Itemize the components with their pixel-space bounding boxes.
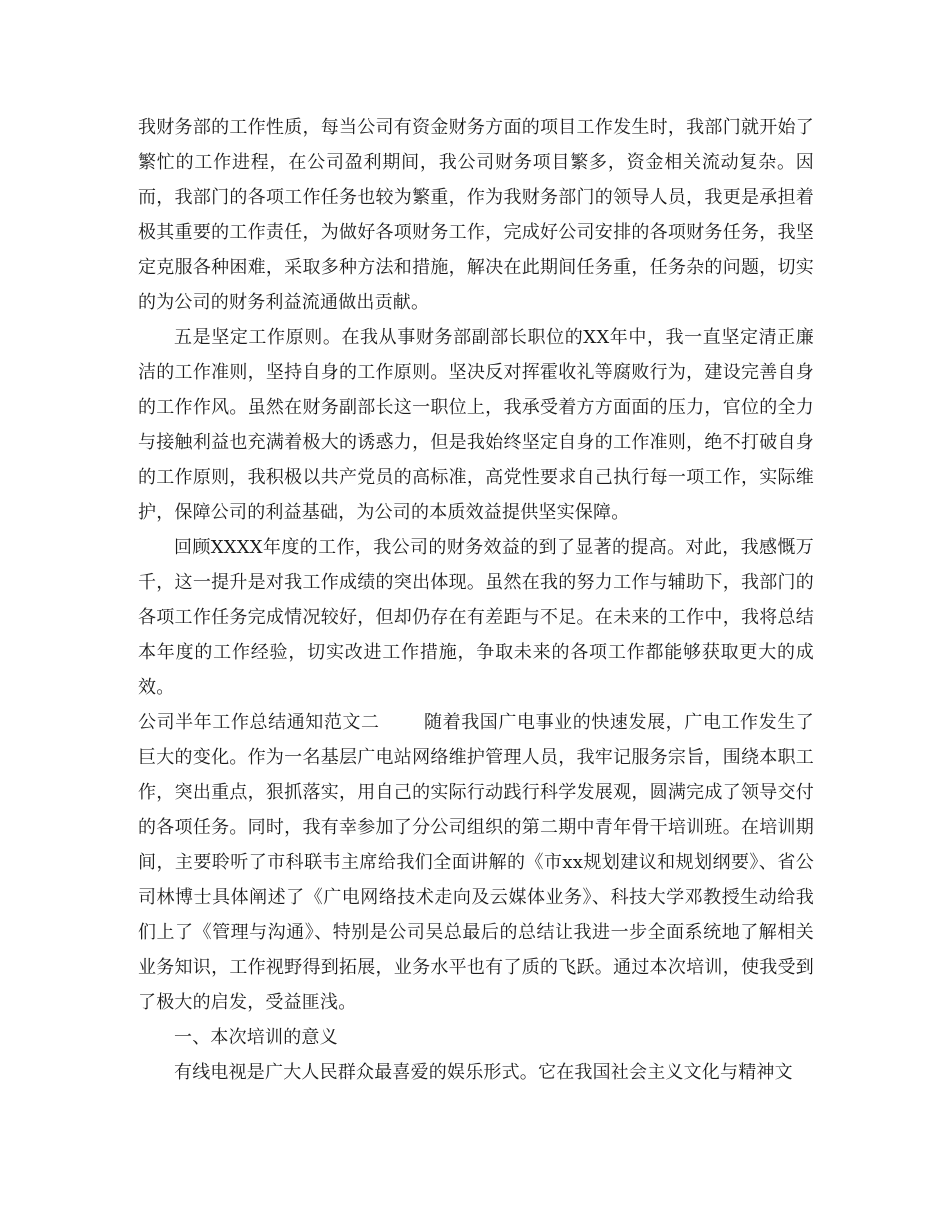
document-body xyxy=(138,110,814,1090)
paragraph-section-two xyxy=(138,705,814,1020)
paragraph-finance-work-nature: 我财务部的工作性质，每当公司有资金财务方面的项目工作发生时，我部门就开始了繁忙的工作进程，在公司盈利期间，我公司财务项目繁多，资金相关流动复杂。因而，我部门的各项工作任务也较为繁重，作为我财务部门的领导人员，我更是承担着极其重要的工作责任，为做好各项财务工作，完成好公司安排的各项财务任务，我坚定克服各种困难，采取多种方法和措施，解决在此期间任务重，任务杂的问题，切实的为公司的财务利益流通做出贡献。 xyxy=(138,117,814,313)
paragraph-cable-tv: 有线电视是广大人民群众最喜爱的娱乐形式。它在我国社会主义文化与精神文 xyxy=(174,1062,793,1083)
section-title: 公司半年工作总结通知范文二 xyxy=(138,712,380,733)
subheading-training-significance: 一、本次培训的意义 xyxy=(174,1027,338,1048)
paragraph-annual-review: 回顾XXXX年度的工作，我公司的财务效益的到了显著的提高。对此，我感慨万千，这一提升是对我工作成绩的突出体现。虽然在我的努力工作与辅助下，我部门的各项工作任务完成情况较好，但却仍存在有差距与不足。在未来的工作中，我将总结本年度的工作经验，切实改进工作措施，争取未来的各项工作都能够获取更大的成效。 xyxy=(138,537,814,698)
paragraph-work-principles: 五是坚定工作原则。在我从事财务部副部长职位的XX年中，我一直坚定清正廉洁的工作准则，坚持自身的工作原则。坚决反对挥霍收礼等腐败行为，建设完善自身的工作作风。虽然在财务副部长这一职位上，我承受着方方面面的压力，官位的全力与接触利益也充满着极大的诱惑力，但是我始终坚定自身的工作准则，绝不打破自身的工作原则，我积极以共产党员的高标准，高党性要求自己执行每一项工作，实际维护，保障公司的利益基础，为公司的本质效益提供坚实保障。 xyxy=(138,327,814,523)
section-two-body: 随着我国广电事业的快速发展，广电工作发生了巨大的变化。作为一名基层广电站网络维护管理人员，我牢记服务宗旨，围绕本职工作，突出重点，狠抓落实，用自己的实际行动践行科学发展观，圆满完成了领导交付的各项任务。同时，我有幸参加了分公司组织的第二期中青年骨干培训班。在培训期间，主要聆听了市科联韦主席给我们全面讲解的《市xx规划建议和规划纲要》、省公司林博士具体阐述了《广电网络技术走向及云媒体业务》、科技大学邓教授生动给我们上了《管理与沟通》、特别是公司吴总最后的总结让我进一步全面系统地了解相关业务知识，工作视野得到拓展，业务水平也有了质的飞跃。通过本次培训，使我受到了极大的启发，受益匪浅。 xyxy=(138,712,814,1013)
